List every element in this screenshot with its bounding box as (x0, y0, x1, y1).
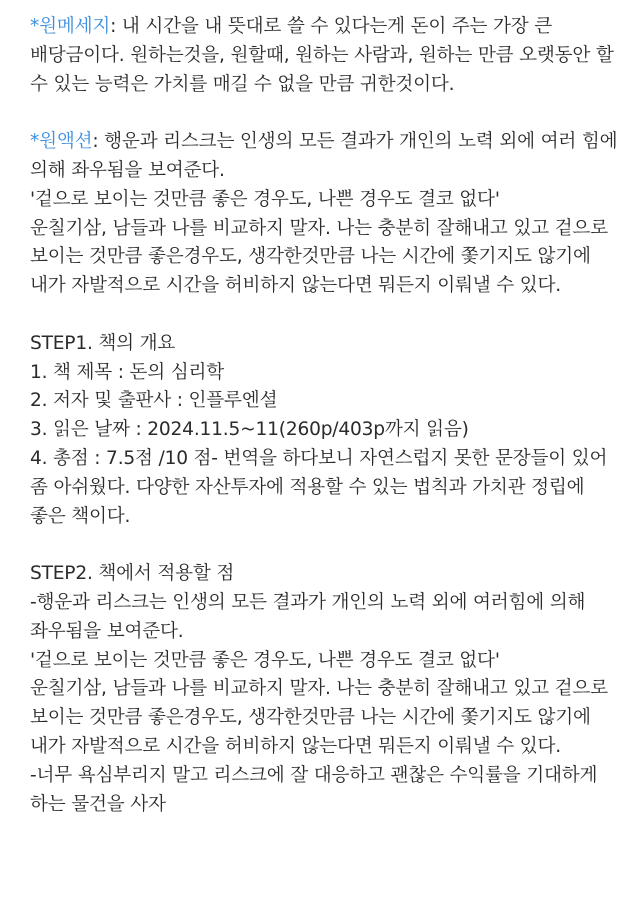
one-action-paragraph (30, 128, 618, 186)
one-message-text: : 내 시간을 내 뜻대로 쓸 수 있다는게 돈이 주는 가장 큰 배당금이다. 원하는것을, 원할때, 원하는 사람과, 원하는 만큼 오랫동안 할 수 있는 능력은 가치를 매길 수 없을 만큼 귀한것이다. (30, 16, 614, 95)
step2-title: STEP2. 책에서 적용할 점 (30, 563, 235, 585)
one-action-tag: *원액션 (30, 131, 93, 153)
one-message-paragraph (30, 13, 618, 99)
step2-line: 운칠기삼, 남들과 나를 비교하지 말자. 나는 충분히 잘해내고 있고 겉으로 보이는 것만큼 좋은경우도, 생각한것만큼 나는 시간에 쫓기지도 않기에 내가 자발적으로 시간을 허비하지 않는다면 뭐든지 이뤄낼 수 있다. (30, 678, 608, 757)
spacer (30, 531, 618, 560)
one-action-text: : 행운과 리스크는 인생의 모든 결과가 개인의 노력 외에 여러 힘에 의해 좌우됨을 보여준다. (30, 131, 618, 181)
step2-line: -행운과 리스크는 인생의 모든 결과가 개인의 노력 외에 여러힘에 의해 좌우됨을 보여준다. (30, 591, 586, 642)
one-action-reflection: 운칠기삼, 남들과 나를 비교하지 말자. 나는 충분히 잘해내고 있고 겉으로 보이는 것만큼 좋은경우도, 생각한것만큼 나는 시간에 쫓기지도 않기에 내가 자발적으로 시간을 허비하지 않는다면 뭐든지 이뤄낼 수 있다. (30, 217, 608, 297)
step1-item-title: 1. 책 제목 : 돈의 심리학 (30, 361, 225, 383)
step2-line: '겉으로 보이는 것만큼 좋은 경우도, 나쁜 경우도 결코 없다' (30, 649, 500, 671)
step1-item-score: 4. 총점 : 7.5점 /10 점- 번역을 하다보니 자연스럽지 못한 문장들이 있어 좀 아쉬웠다. 다양한 자산투자에 적용할 수 있는 법칙과 가치관 정립에 좋은 책이다. (30, 447, 608, 527)
step1-item-date: 3. 읽은 날짜 : 2024.11.5~11(260p/403p까지 읽음) (30, 419, 469, 441)
note-body (30, 13, 618, 819)
spacer (30, 99, 618, 128)
step1-item-publisher: 2. 저자 및 출판사 : 인플루엔셜 (30, 390, 278, 412)
step1-title: STEP1. 책의 개요 (30, 332, 176, 354)
one-action-quote: '겉으로 보이는 것만큼 좋은 경우도, 나쁜 경우도 결코 없다' (30, 188, 500, 210)
step2-line: -너무 욕심부리지 말고 리스크에 잘 대응하고 괜찮은 수익률을 기대하게 하는 물건을 사자 (30, 764, 598, 815)
spacer (30, 301, 618, 330)
one-message-tag: *원메세지 (30, 16, 111, 37)
